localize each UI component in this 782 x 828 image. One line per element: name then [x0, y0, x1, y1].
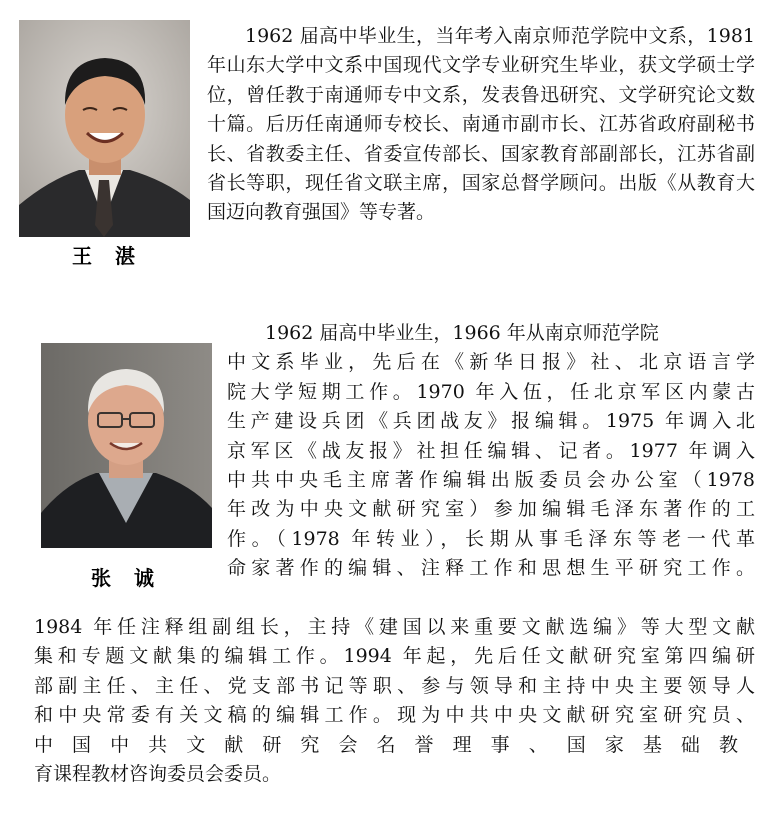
bio-line: 院大学短期工作。1970 年入伍，任北京军区内蒙古	[227, 380, 755, 403]
bio-line: 中文系毕业，先后在《新华日报》社、北京语言学	[227, 351, 755, 374]
bio-line: 京军区《战友报》社担任编辑、记者。1977 年调入	[227, 439, 755, 462]
bio-line: 育课程教材咨询委员会委员。	[34, 763, 282, 786]
person-name-wang-zhan: 王 湛	[72, 244, 143, 268]
bio-line: 中共中央毛主席著作编辑出版委员会办公室（1978	[227, 469, 755, 492]
bio-line: 作。（1978 年转业），长期从事毛泽东等老一代革	[227, 527, 755, 550]
bio-line: 生产建设兵团《兵团战友》报编辑。1975 年调入北	[227, 410, 755, 433]
portrait-photo-zhang-cheng	[41, 343, 212, 548]
bio-line: 部副主任、主任、党支部书记等职、参与领导和主持中央主要领导人	[34, 674, 755, 697]
biography-wang-zhan	[207, 22, 755, 228]
bio-line: 年改为中央文献研究室）参加编辑毛泽东著作的工	[227, 498, 755, 521]
bio-text: 1962 届高中毕业生，当年考入南京师范学院中文系，1981 年山东大学中文系中国现代文学专业研究生毕业，获文学硕士学位，曾任教于南通师专中文系，发表鲁迅研究、文学研究论文数十篇。后历任南通师专校长、南通市副市长、江苏省政府副秘书长、省教委主任、省委宣传部长、国家教育部副部长，江苏省副省长等职，现任省文联主席，国家总督学顾问。出版《从教育大国迈向教育强国》等专著。	[207, 25, 755, 224]
biography-zhang-cheng-continued	[34, 613, 755, 789]
biography-zhang-cheng	[227, 319, 755, 584]
bio-line: 中国中共文献研究会名誉理事、国家基础教	[34, 733, 755, 756]
bio-line: 1984 年任注释组副组长，主持《建国以来重要文献选编》等大型文献	[34, 616, 755, 638]
bio-line: 和中央常委有关文稿的编辑工作。现为中共中央文献研究室研究员、	[34, 704, 755, 727]
bio-line: 集和专题文献集的编辑工作。1994 年起，先后任文献研究室第四编研	[34, 645, 755, 668]
bio-line: 命家著作的编辑、注释工作和思想生平研究工作。	[227, 557, 755, 580]
person-name-zhang-cheng: 张 诚	[91, 566, 162, 590]
bio-line: 1962 届高中毕业生，1966 年从南京师范学院	[265, 322, 659, 344]
portrait-photo-wang-zhan	[19, 20, 190, 237]
